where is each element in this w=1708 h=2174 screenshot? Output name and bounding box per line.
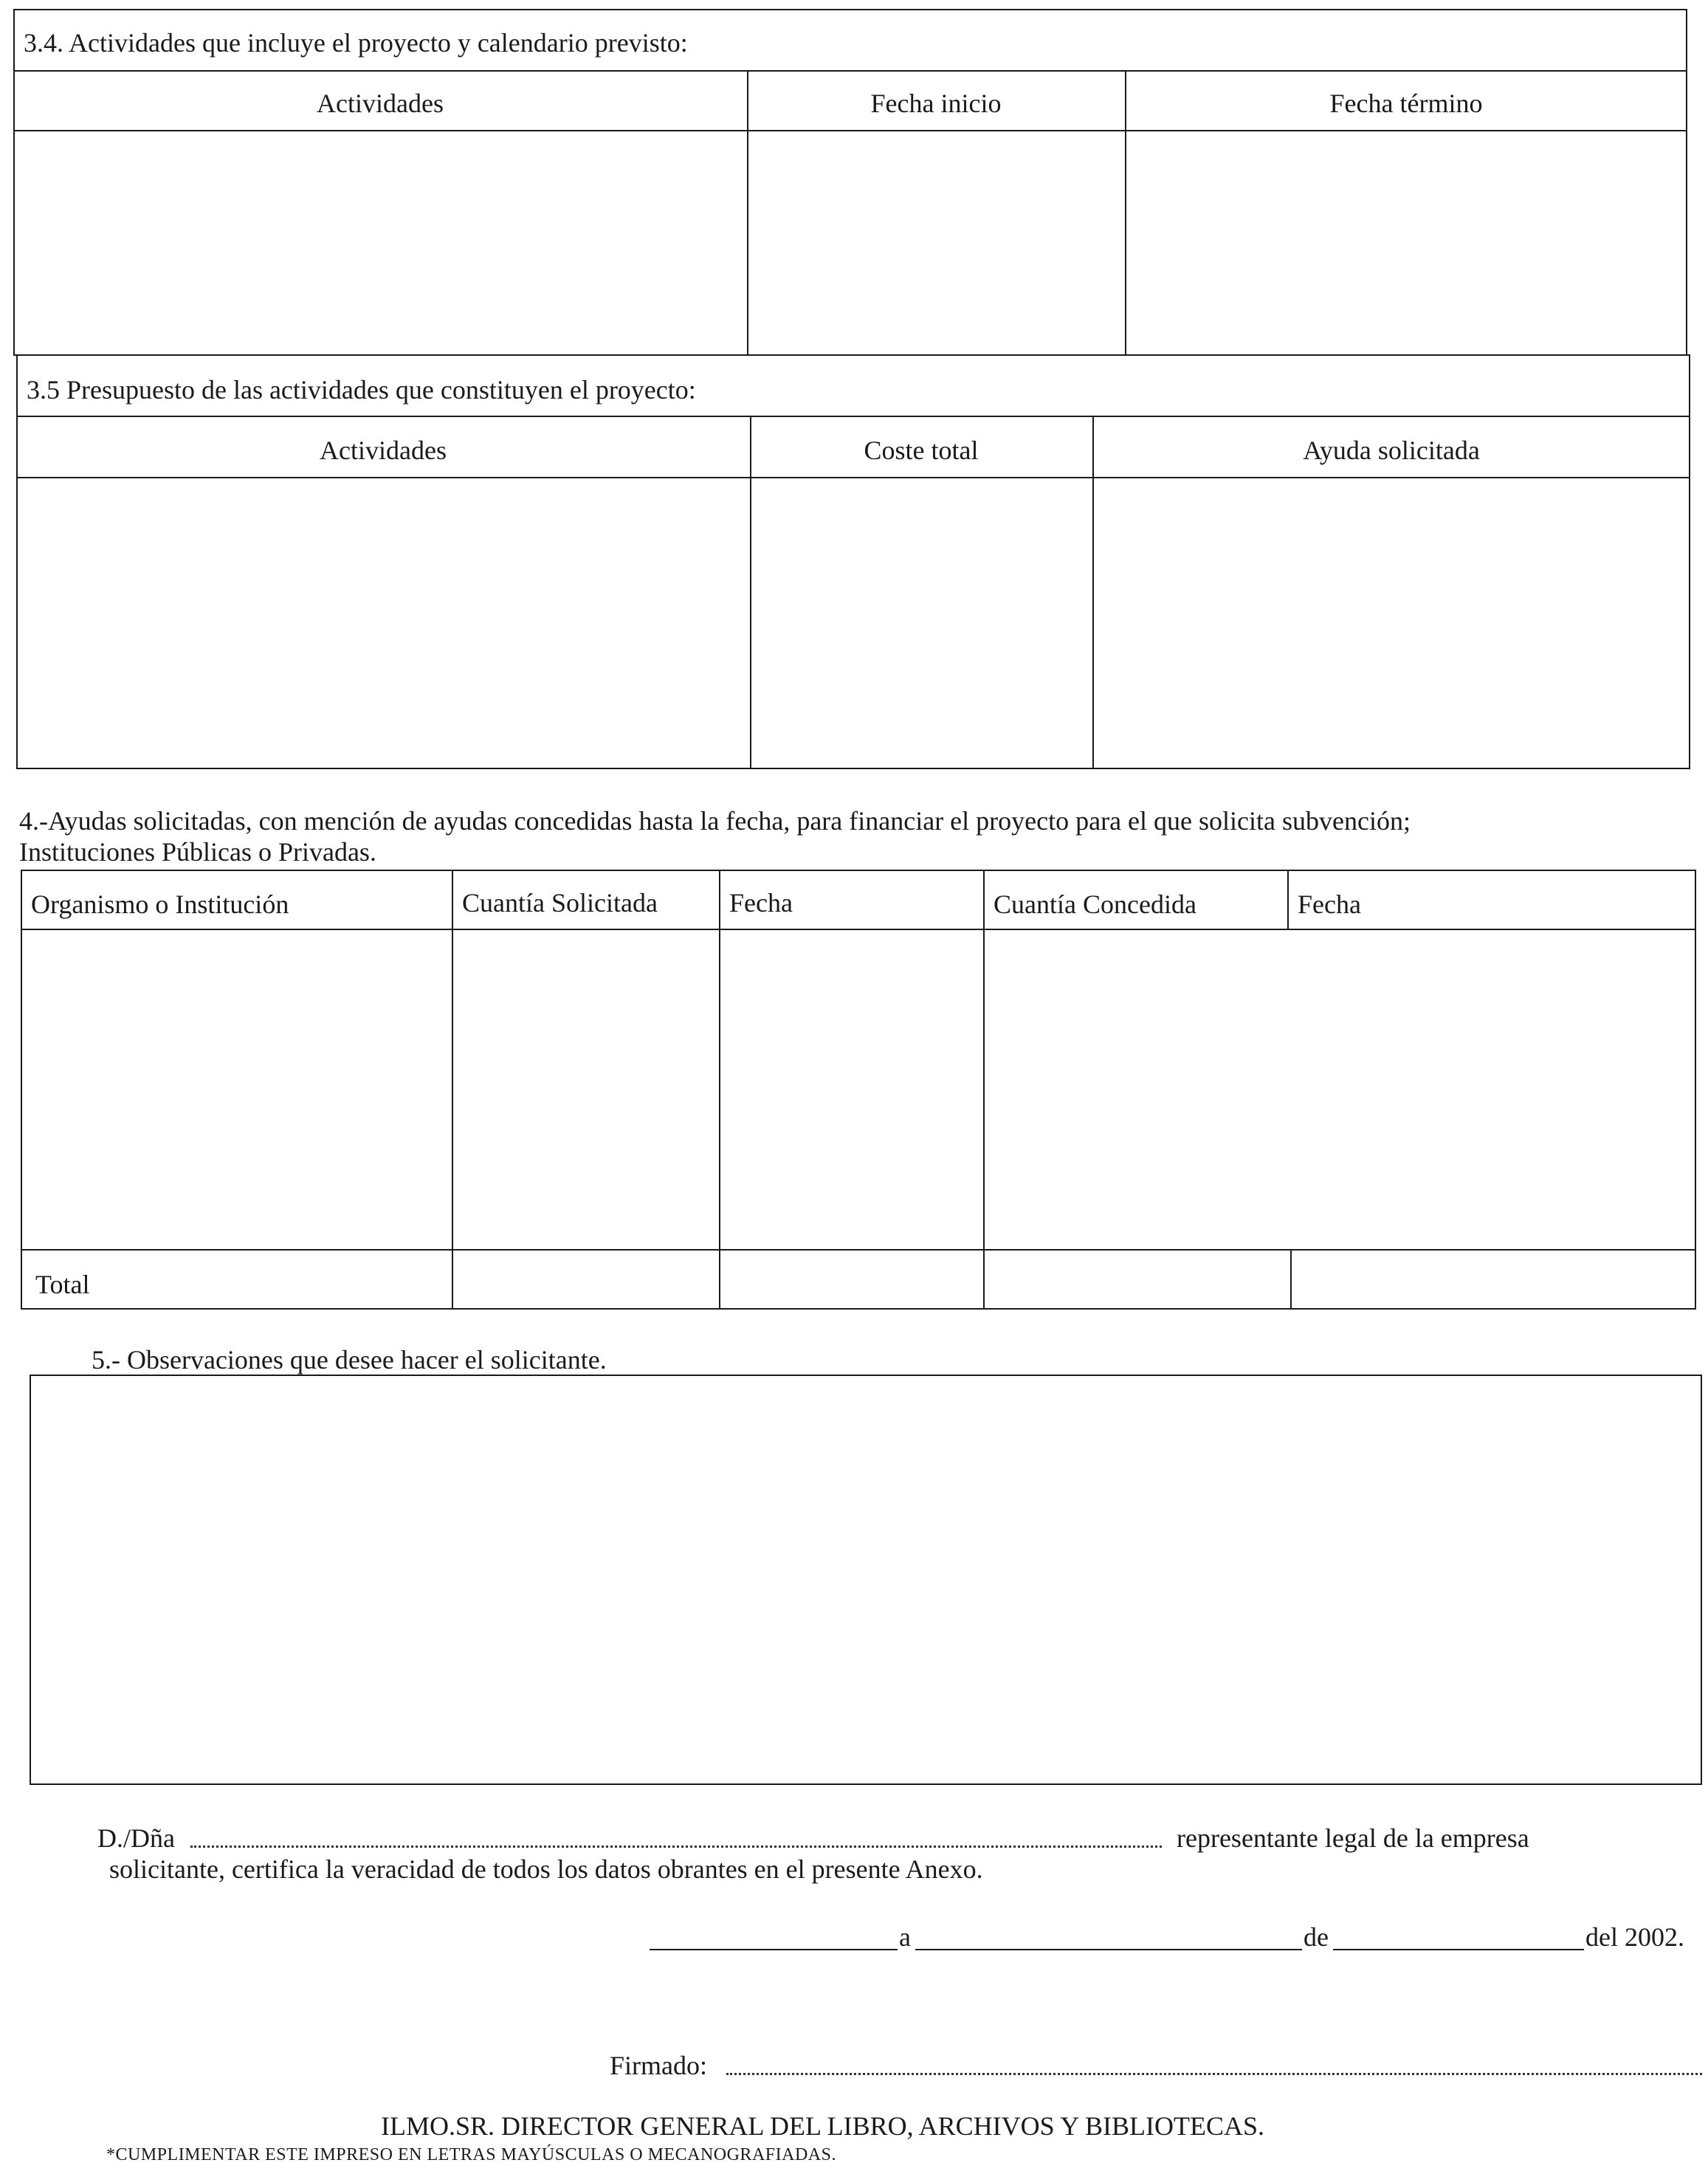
col-header-cuantia-solicitada: Cuantía Solicitada — [462, 888, 658, 918]
col-header-coste-total: Coste total — [864, 436, 979, 465]
col-header-cuantia-concedida: Cuantía Concedida — [994, 890, 1196, 919]
col-header-actividades: Actividades — [320, 436, 447, 465]
cert-suffix: representante legal de la empresa — [1177, 1823, 1529, 1853]
date-de: de — [1304, 1922, 1329, 1952]
col-header-fecha-concedida: Fecha — [1298, 890, 1361, 919]
ayuda-solicitada-cell[interactable] — [1094, 478, 1689, 768]
actividades-cell[interactable] — [18, 478, 748, 768]
coste-total-cell[interactable] — [751, 478, 1091, 768]
fecha-inicio-cell[interactable] — [748, 131, 1123, 354]
footer-note: *CUMPLIMENTAR ESTE IMPRESO EN LETRAS MAYÚSCULAS O MECANOGRAFIADAS. — [106, 2145, 836, 2164]
divider — [13, 70, 1687, 72]
signature-label: Firmado: — [610, 2051, 707, 2080]
col-header-fecha-inicio: Fecha inicio — [870, 89, 1002, 118]
concedida-cell[interactable] — [985, 930, 1695, 1248]
section-3-5-title: 3.5 Presupuesto de las actividades que constituyen el proyecto: — [27, 375, 696, 405]
section-5-title: 5.- Observaciones que desee hacer el solicitante. — [92, 1345, 607, 1375]
col-header-fecha: Fecha — [729, 888, 793, 918]
total-cuantia-concedida-cell[interactable] — [985, 1251, 1289, 1308]
cert-line2: solicitante, certifica la veracidad de todos los datos obrantes en el presente Anexo. — [109, 1854, 983, 1884]
signature-fill-line[interactable] — [726, 2073, 1702, 2075]
section-4-intro-line1: 4.-Ayudas solicitadas, con mención de ayudas concedidas hasta la fecha, para financiar el proyecto para el que solicita subvención; — [19, 806, 1411, 836]
month-fill-line[interactable] — [1333, 1949, 1584, 1950]
total-fecha-concedida-cell[interactable] — [1292, 1251, 1695, 1308]
observaciones-field[interactable] — [30, 1375, 1702, 1785]
section-3-4-title: 3.4. Actividades que incluye el proyecto y calendario previsto: — [24, 28, 688, 58]
total-label: Total — [35, 1270, 90, 1299]
divider — [1287, 870, 1289, 930]
total-cuantia-solicitada-cell[interactable] — [453, 1251, 717, 1308]
addressee: ILMO.SR. DIRECTOR GENERAL DEL LIBRO, ARCHIVOS Y BIBLIOTECAS. — [381, 2111, 1265, 2141]
actividades-cell[interactable] — [15, 131, 745, 354]
divider — [16, 416, 1690, 417]
col-header-actividades: Actividades — [317, 89, 444, 118]
total-fecha-cell[interactable] — [720, 1251, 982, 1308]
place-fill-line[interactable] — [650, 1949, 898, 1950]
date-a: a — [899, 1922, 911, 1952]
section-4-intro-line2: Instituciones Públicas o Privadas. — [19, 837, 376, 867]
organismo-cell[interactable] — [22, 930, 450, 1248]
col-header-ayuda-solicitada: Ayuda solicitada — [1303, 436, 1480, 465]
col-header-fecha-termino: Fecha término — [1329, 89, 1483, 118]
fecha-cell[interactable] — [720, 930, 982, 1248]
col-header-organismo: Organismo o Institución — [31, 890, 289, 919]
fecha-termino-cell[interactable] — [1126, 131, 1686, 354]
day-fill-line[interactable] — [915, 1949, 1302, 1950]
date-year: del 2002. — [1585, 1922, 1684, 1952]
cert-prefix: D./Dña — [97, 1823, 175, 1853]
name-fill-line[interactable] — [190, 1846, 1162, 1848]
cuantia-solicitada-cell[interactable] — [453, 930, 717, 1248]
